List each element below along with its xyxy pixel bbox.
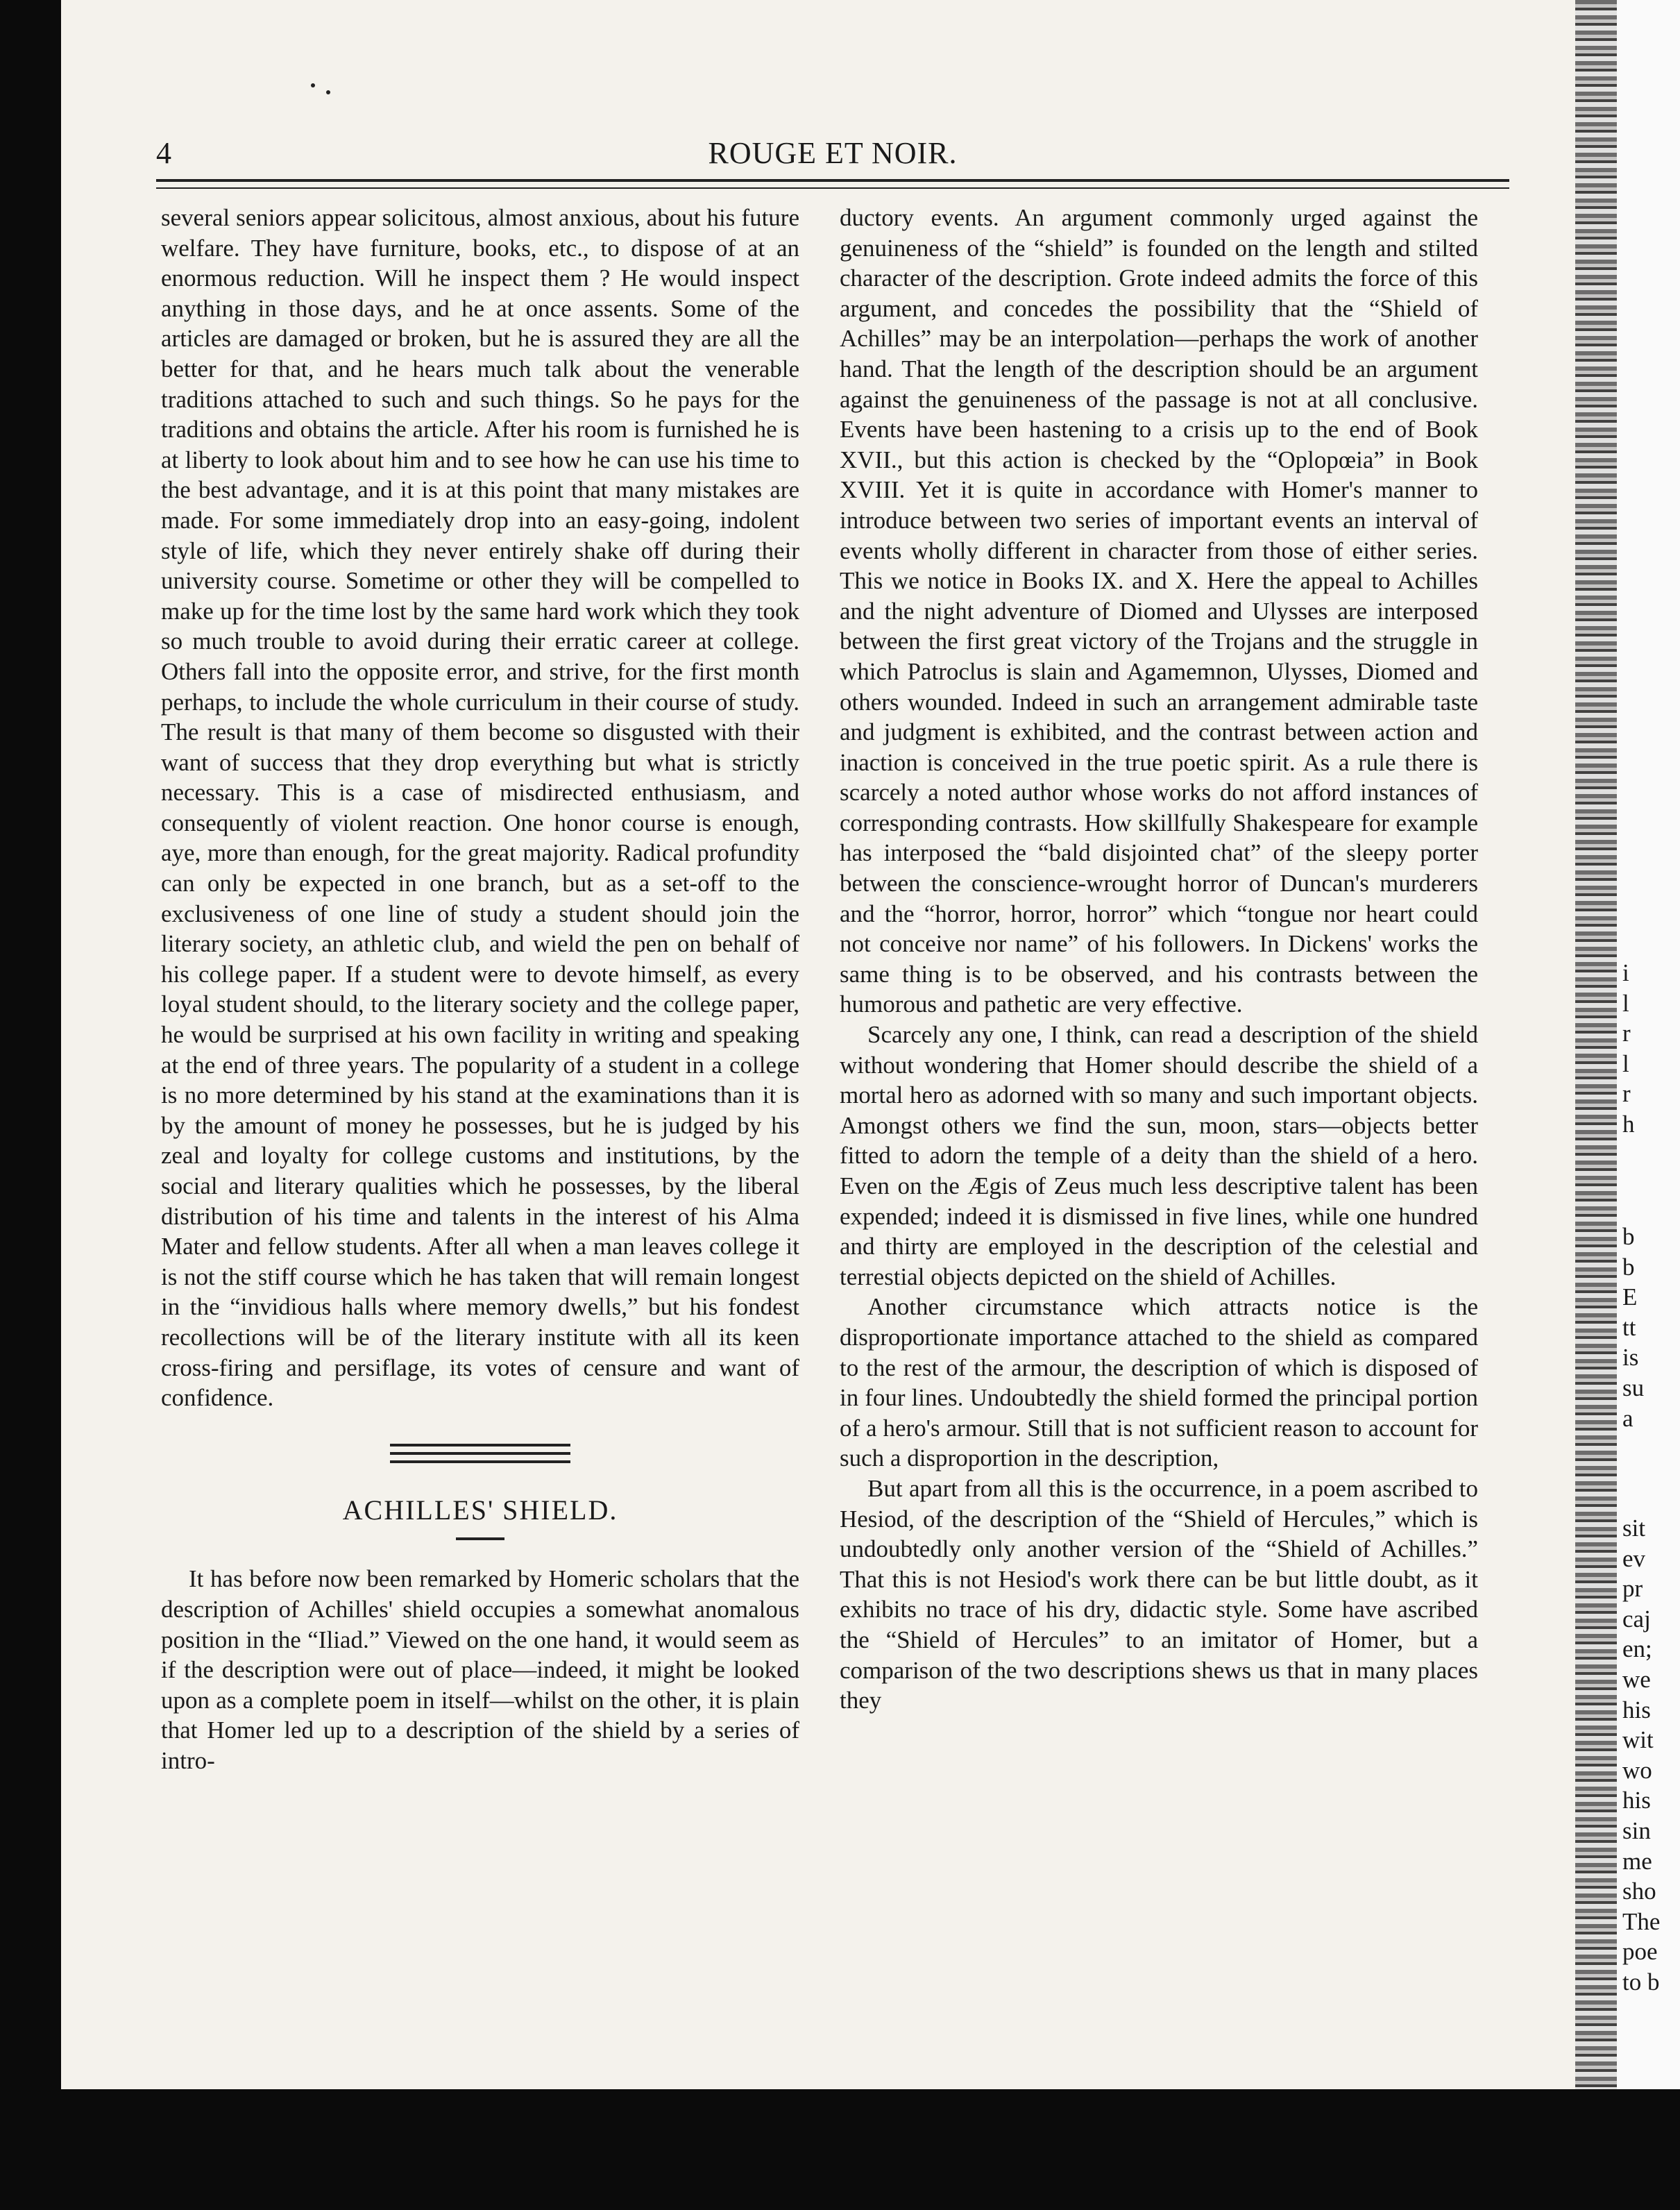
- margin-fragment: wit: [1622, 1726, 1654, 1754]
- margin-fragment: caj: [1622, 1605, 1651, 1633]
- margin-fragment: su: [1622, 1374, 1645, 1401]
- margin-fragment: b: [1622, 1253, 1635, 1281]
- margin-fragments-1: [1622, 958, 1678, 1140]
- margin-fragment: sit: [1622, 1515, 1646, 1542]
- margin-fragment: i: [1622, 959, 1629, 986]
- margin-fragment: is: [1622, 1344, 1639, 1372]
- ink-speck: [311, 83, 315, 87]
- article-paragraph: It has before now been remarked by Homeric scholars that the description of Achilles' shield occupies a somewhat anomalous position in the “Iliad.” Viewed on the one hand, it would seem as if the description were out of place—indeed, it might be looked upon as a complete poem in itself—whilst on the other, it is plain that Homer led up to a description of the shield by a series of intro-: [161, 1565, 799, 1774]
- scan-bottom-border: [0, 2089, 1680, 2210]
- running-header: [156, 135, 1509, 177]
- margin-fragment: r: [1622, 1020, 1631, 1047]
- margin-fragment: The: [1622, 1907, 1661, 1935]
- margin-fragment: en;: [1622, 1635, 1652, 1663]
- header-rule-bottom: [156, 187, 1509, 189]
- margin-fragment: E: [1622, 1283, 1638, 1311]
- article-paragraph: But apart from all this is the occurrence, in a poem ascribed to Hesiod, of the description of the “Shield of Hercules,” which is undoubtedly only another version of the “Shield of Achilles.” That this is not Hesiod's work there can be but little doubt, as it exhibits no trace of his dry, didactic style. Some have ascribed the “Shield of Hercules” to an imitator of Homer, but a comparison of the two descriptions shews us that in many places they: [840, 1474, 1478, 1714]
- margin-fragment: his: [1622, 1787, 1651, 1814]
- right-column: [840, 203, 1478, 1716]
- margin-fragment: pr: [1622, 1575, 1643, 1603]
- margin-fragment: to b: [1622, 1968, 1660, 1996]
- title-rule: [456, 1537, 504, 1540]
- margin-fragment: l: [1622, 989, 1629, 1017]
- article-paragraph: Scarcely any one, I think, can read a description of the shield without wondering that Homer should describe the shield of a mortal hero as adorned with so many and such important objects. Amongst others we find the sun, moon, stars—objects better fitted to adorn the temple of a deity than the shield of a hero. Even on the Ægis of Zeus much less descriptive talent has been expended; indeed it is dismissed in five lines, while one hundred and thirty are employed in the description of the celestial and terrestial objects depicted on the shield of Achilles.: [840, 1021, 1478, 1290]
- margin-fragment: b: [1622, 1223, 1635, 1250]
- article-paragraph: several seniors appear solicitous, almost anxious, about his future welfare. They have furniture, books, etc., to dispose of at an enormous reduction. Will he inspect them ? He would inspect anything in those days, and he at once assents. Some of the articles are damaged or broken, but he is assured they are all the better for that, and he hears much talk about the venerable traditions attached to such and such things. So he pays for the traditions and obtains the article. After his room is furnished he is at liberty to look about him and to see how he can use his time to the best advantage, and it is at this point that many mistakes are made. For some immediately drop into an easy-going, indolent style of life, which they never entirely shake off during their university course. Sometime or other they will be compelled to make up for the time lost by the same hard work which they took so much trouble to avoid during their erratic career at college. Others fall into the opposite error, and strive, for the first month perhaps, to include the whole curriculum in their course of study. The result is that many of them become so disgusted with their want of success that they drop everything but what is strictly necessary. This is a case of misdirected enthusiasm, and consequently of violent reaction. One honor course is enough, aye, more than enough, for the great majority. Radical profundity can only be expected in one branch, but as a set-off to the exclusiveness of one line of study a student should join the literary society, an athletic club, and wield the pen on behalf of his college paper. If a student were to devote himself, as every loyal student should, to the literary society and the college paper, he would be surprised at his own facility in writing and speaking at the end of three years. The popularity of a student in a college is no more determined by his stand at the examinations than it is by the amount of money he possesses, but he is judged by his zeal and loyalty for college customs and institutions, by the social and literary qualities which he possesses, by the liberal distribution of his time and talents in the interest of his Alma Mater and fellow students. After all when a man leaves college it is not the stiff course which he has taken that will remain longest in the “invidious halls where memory dwells,” but his fondest recollections will be of the literary institute with all its keen cross-firing and persiflage, its votes of censure and want of confidence.: [161, 204, 799, 1412]
- section-divider: [390, 1444, 570, 1463]
- scan-right-edge: [1575, 0, 1617, 2089]
- margin-fragment: ev: [1622, 1544, 1646, 1572]
- left-column: [161, 203, 799, 1776]
- margin-fragments-2: [1622, 1222, 1678, 1433]
- page-number: 4: [156, 136, 172, 170]
- margin-fragment: tt: [1622, 1313, 1636, 1341]
- margin-fragment: poe: [1622, 1938, 1658, 1966]
- margin-fragments-3: [1622, 1513, 1678, 1998]
- margin-fragment: r: [1622, 1080, 1631, 1108]
- margin-fragment: h: [1622, 1110, 1635, 1138]
- scan-left-border: [0, 0, 61, 2210]
- margin-fragment: sho: [1622, 1878, 1656, 1905]
- margin-fragment: his: [1622, 1696, 1651, 1723]
- ink-speck: [326, 90, 330, 94]
- margin-fragment: we: [1622, 1665, 1651, 1693]
- margin-fragment: sin: [1622, 1816, 1651, 1844]
- section-title: ACHILLES' SHIELD.: [342, 1494, 618, 1526]
- margin-fragment: l: [1622, 1049, 1629, 1077]
- article-paragraph: ductory events. An argument commonly urged against the genuineness of the “shield” is founded on the length and stilted character of the description. Grote indeed admits the force of this argument, and concedes the possibility that the “Shield of Achilles” may be an interpolation—perhaps the work of another hand. That the length of the description should be an argument against the genuineness of the passage is not at all conclusive. Events have been hastening to a crisis up to the end of Book XVII., but this action is checked by the “Oplopœia” in Book XVIII. Yet it is quite in accordance with Homer's manner to introduce between two series of important events an interval of events wholly different in character from those of either series. This we notice in Books IX. and X. Here the appeal to Achilles and the night adventure of Diomed and Ulysses are interposed between the first great victory of the Trojans and the struggle in which Patroclus is slain and Agamemnon, Ulysses, Diomed and others wounded. Indeed in such an arrangement admirable taste and judgment is exhibited, and the contrast between action and inaction is conceived in the true poetic spirit. As a rule there is scarcely a noted author whose works do not afford instances of corresponding contrasts. How skillfully Shakespeare for example has interposed the “bald disjointed chat” of the sleepy porter between the conscience-wrought horror of Duncan's murderers and the “horror, horror, horror” which “tongue nor heart could not conceive nor name” of his followers. In Dickens' works the same thing is to be observed, and his contrasts between the humorous and pathetic are very effective.: [840, 204, 1478, 1018]
- margin-fragment: a: [1622, 1404, 1634, 1432]
- article-paragraph: Another circumstance which attracts notice is the disproportionate importance attached to the shield as compared to the rest of the armour, the description of which is disposed of in four lines. Undoubtedly the shield formed the principal portion of a hero's armour. Still that is not sufficient reason to account for such a disproportion in the description,: [840, 1293, 1478, 1472]
- journal-title: ROUGE ET NOIR.: [708, 136, 958, 170]
- margin-fragment: me: [1622, 1847, 1652, 1875]
- margin-fragment: wo: [1622, 1756, 1652, 1784]
- header-rule-top: [156, 179, 1509, 182]
